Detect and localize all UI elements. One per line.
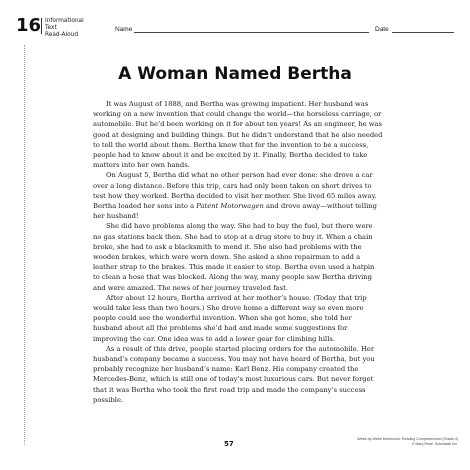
name-label: Name: [115, 26, 133, 33]
copyright-credit: [340, 437, 458, 447]
page-number: 57: [224, 440, 234, 448]
section-label-line1: Informational Text: [45, 18, 84, 31]
story-paragraph: After about 12 hours, Bertha arrived at her mother’s house. (Today that trip would take less than two hours.) She drove home a different way so even more people could see the wonderful invention. When she got home, she told her husband about all the problems she’d had and made some suggestions for improving the car. One idea was to add a lower gear for climbing hills.: [93, 293, 367, 343]
section-label-line2: Read-Aloud: [45, 32, 79, 38]
story-paragraph: As a result of this drive, people started placing orders for the automobile. Her husband’s company became a success. You may not have heard of Bertha, but you probably recognize her husband’s name: Karl Benz. His company created the Mercedes-Benz, which is still one of today’s most luxurious cars. But never forget that it was Bertha who took the first road trip and made the company’s success possible.: [93, 344, 375, 404]
date-field-line: [392, 32, 454, 33]
date-label: Date: [375, 26, 389, 33]
story-paragraph: It was August of 1888, and Bertha was growing impatient. Her husband was working on a new invention that could change the world—the horseless carriage, or automobile. But he’d been working on it for about ten years! As an engineer, he was good at designing and building things. But he didn’t understand that he also needed to tell the world about them. Bertha knew that for the invention to be a success, people had to know about it and be excited by it. Finally, Bertha decided to take matters into her own hands.: [93, 100, 383, 170]
story-paragraph: She did have problems along the way. She had to buy the fuel, but there were no gas stations back then. She had to stop at a drug store to buy it. When a chain broke, she had to ask a blacksmith to mend it. She also had problems with the wooden brakes, which were worn down. She asked a shoe repairman to add a leather strap to the brakes. This made it easier to stop. Bertha even used a hatpin to clean a hose that was blocked. Along the way, many people saw Bertha driving and were amazed. The news of her journey traveled fast.: [93, 222, 375, 292]
header-divider: [41, 18, 42, 34]
story-body: [93, 99, 383, 405]
credit-line-2: © Mary Rose, Scholastic Inc.: [411, 442, 458, 446]
story-title: A Woman Named Bertha: [118, 64, 352, 84]
lesson-number: 16: [16, 15, 42, 36]
margin-dotted-line: [24, 45, 25, 445]
name-field-line: [134, 32, 369, 33]
section-label: [45, 18, 97, 39]
credit-line-1: Week-by-Week Homework: Reading Comprehension (Grade 4): [357, 437, 458, 441]
vehicle-name: Patent Motorwagen: [196, 202, 264, 211]
worksheet-header: [16, 16, 456, 40]
story-paragraph: On August 5, Bertha did what no other person had ever done: she drove a car over a long distance. Before this trip, cars had only been taken on short drives to test how they worked. Bertha decided to visit her mother. She lived 65 miles away. Bertha loaded her sons into a Patent Motorwagen and drove away—without telling her husband!: [93, 171, 377, 221]
